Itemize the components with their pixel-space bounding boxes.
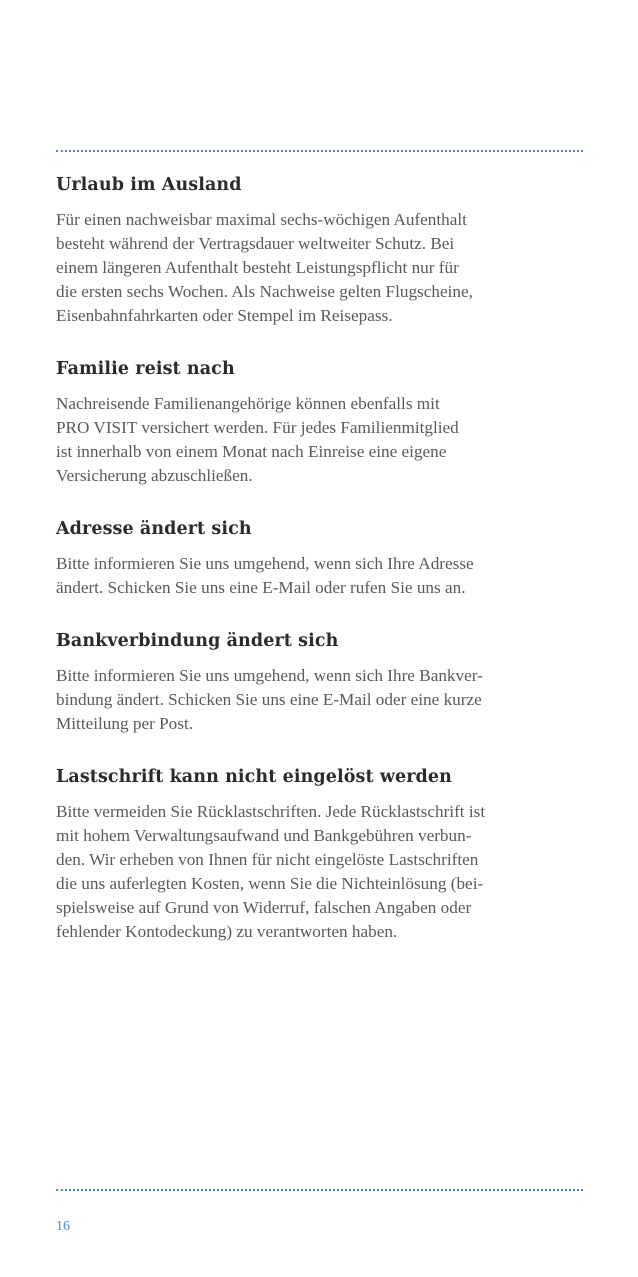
section-adresse-aendert-sich: [56, 514, 586, 600]
top-divider: [56, 150, 583, 152]
section-heading: Lastschrift kann nicht eingelöst werden: [56, 767, 452, 787]
section-body: Nachreisende Familienangehörige können ebenfalls mit PRO VISIT versichert werden. Für jedes Familienmitglied ist innerhalb von einem Monat nach Einreise eine eigene Versicherung abzuschließen.: [56, 394, 459, 485]
content-area: [56, 170, 586, 970]
section-body: Bitte vermeiden Sie Rücklastschriften. Jede Rücklastschrift ist mit hohem Verwaltungsaufwand und Bankgebühren verbun- den. Wir erheben von Ihnen für nicht eingelöste Lastschriften die uns auferlegten Kosten, wenn Sie die Nichteinlösung (bei- spielsweise auf Grund von Widerruf, falschen Angaben oder fehlender Kontodeckung) zu verantworten haben.: [56, 802, 486, 941]
bottom-divider: [56, 1189, 583, 1191]
section-bankverbindung-aendert-sich: [56, 626, 586, 736]
section-body: Für einen nachweisbar maximal sechs-wöchigen Aufenthalt besteht während der Vertragsdauer weltweiter Schutz. Bei einem längeren Aufenthalt besteht Leistungspflicht nur für die ersten sechs Wochen. Als Nachweise gelten Flugscheine, Eisenbahnfahrkarten oder Stempel im Reisepass.: [56, 210, 473, 325]
section-familie-reist-nach: [56, 354, 586, 488]
section-body: Bitte informieren Sie uns umgehend, wenn sich Ihre Adresse ändert. Schicken Sie uns eine E-Mail oder rufen Sie uns an.: [56, 554, 474, 597]
section-urlaub-im-ausland: [56, 170, 586, 328]
section-heading: Bankverbindung ändert sich: [56, 631, 339, 651]
section-body: Bitte informieren Sie uns umgehend, wenn sich Ihre Bankver- bindung ändert. Schicken Sie uns eine E-Mail oder eine kurze Mitteilung per Post.: [56, 666, 483, 733]
page-number: 16: [56, 1219, 70, 1234]
section-lastschrift: [56, 762, 586, 944]
section-heading: Adresse ändert sich: [56, 519, 252, 539]
section-heading: Familie reist nach: [56, 359, 235, 379]
section-heading: Urlaub im Ausland: [56, 175, 242, 195]
